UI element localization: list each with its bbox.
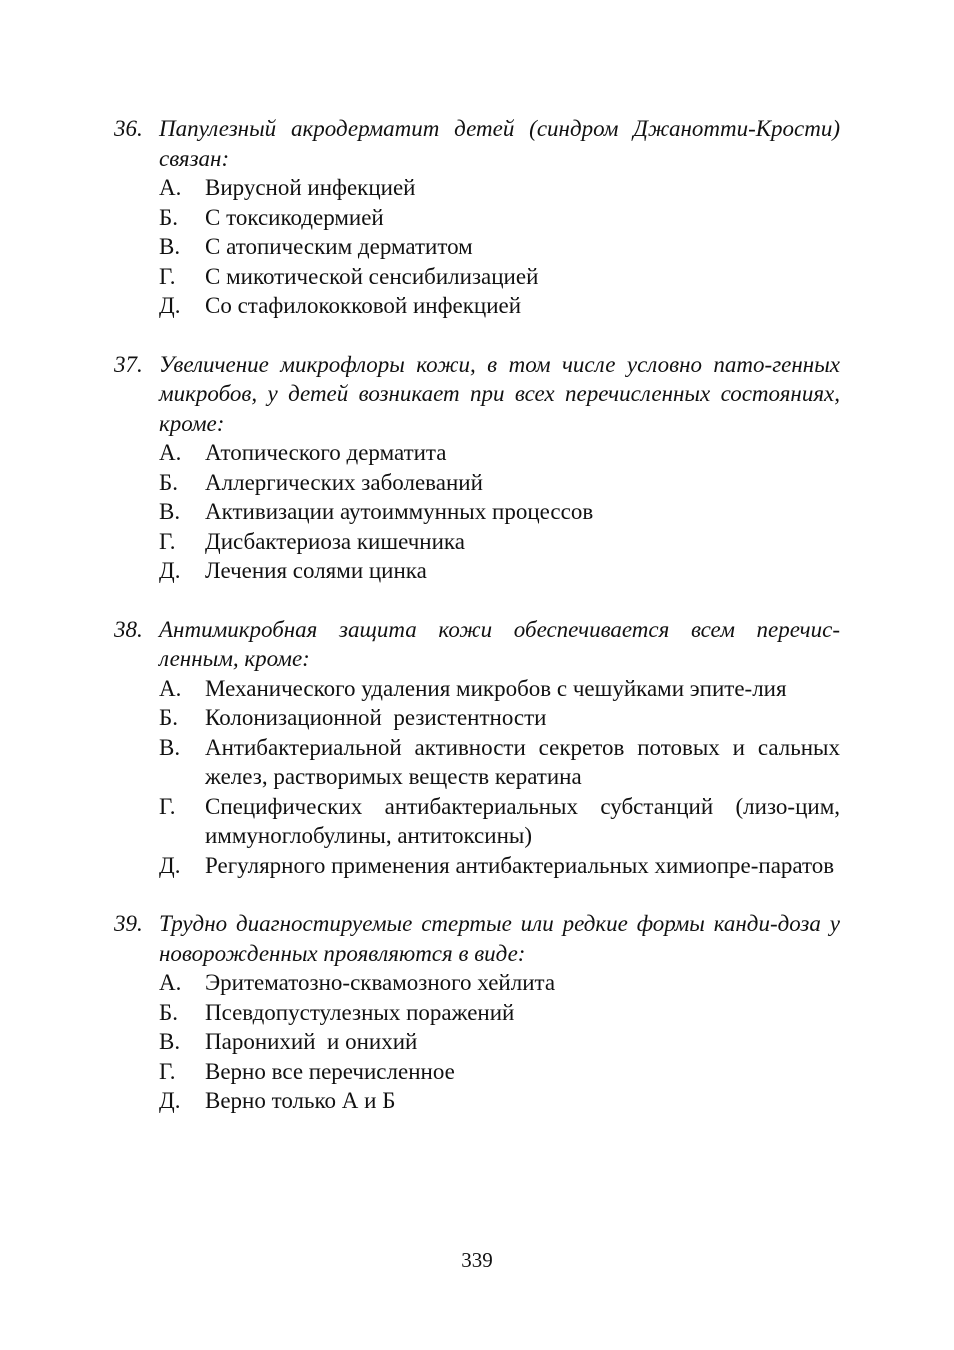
option-letter: А. [159,675,182,701]
answer-option-b [159,203,840,233]
answer-option-a [159,438,840,468]
option-letter: Г. [159,1058,176,1084]
option-text: Эритематозно-сквамозного хейлита [205,970,556,995]
option-text: Верно только А и Б [205,1088,396,1113]
option-text: Псевдопустулезных поражений [205,999,515,1025]
answer-options [114,173,840,321]
option-letter: Б. [159,705,178,730]
answer-options [114,438,840,586]
option-letter: Д. [159,558,181,583]
option-letter: Г. [159,793,176,819]
option-text: Колонизационной резистентности [205,705,547,730]
answer-option-v [159,733,840,792]
option-text: Со стафилококковой инфекцией [205,293,522,318]
answer-option-b [159,998,840,1028]
answer-option-v [159,497,840,527]
answer-option-d [159,1086,840,1116]
option-letter: А. [159,440,182,465]
option-letter: В. [159,499,181,524]
page-number: 339 [461,1248,493,1272]
answer-option-d [159,851,840,881]
question-header [114,114,840,173]
option-letter: Д. [159,852,181,878]
option-text: Дисбактериоза кишечника [205,528,465,554]
answer-option-a [159,968,840,998]
question-37 [114,350,840,586]
answer-option-v [159,232,840,262]
question-number: 36. [114,116,143,141]
option-letter: Б. [159,204,178,230]
question-39 [114,909,840,1116]
option-letter: Б. [159,999,178,1025]
option-text: Механического удаления микробов с чешуйками эпите-лия [205,675,787,701]
question-header [114,909,840,968]
option-text: Активизации аутоиммунных процессов [205,499,594,524]
option-text: Регулярного применения антибактериальных химиопре-паратов [205,852,835,878]
option-letter: Д. [159,1088,181,1113]
question-36 [114,114,840,321]
answer-option-a [159,674,840,704]
question-38 [114,615,840,881]
question-number: 39. [114,911,143,936]
option-letter: Г. [159,528,176,554]
question-header [114,615,840,674]
option-text: Паронихий и онихий [205,1029,418,1054]
answer-option-b [159,703,840,733]
option-letter: В. [159,734,181,760]
option-text: С токсикодермией [205,204,384,230]
answer-option-g [159,1057,840,1087]
answer-option-d [159,291,840,321]
option-letter: В. [159,1029,181,1054]
question-number: 37. [114,351,143,377]
question-text: Папулезный акродерматит детей (синдром Джанотти-Крости) связан: [159,116,840,171]
answer-option-g [159,262,840,292]
answer-option-a [159,173,840,203]
option-text: Атопического дерматита [205,440,447,465]
answer-option-b [159,468,840,498]
option-text: Верно все перечисленное [205,1058,455,1084]
page-content [114,114,840,1145]
answer-option-g [159,527,840,557]
question-text: Увеличение микрофлоры кожи, в том числе условно пато-генных микробов, у детей возникает при всех перечисленных состояниях, кроме: [159,351,840,436]
option-letter: В. [159,234,181,259]
question-text: Трудно диагностируемые стертые или редкие формы канди-доза у новорожденных проявляются в виде: [159,911,840,966]
option-letter: Б. [159,469,178,495]
option-text: С атопическим дерматитом [205,234,473,259]
option-text: С микотической сенсибилизацией [205,263,539,289]
answer-option-d [159,556,840,586]
option-letter: А. [159,970,182,995]
question-header [114,350,840,439]
answer-options [114,674,840,881]
option-text: Специфических антибактериальных субстанций (лизо-цим, иммуноглобулины, антитоксины) [205,793,840,848]
option-letter: Г. [159,263,176,289]
question-number: 38. [114,616,143,642]
answer-option-g [159,792,840,851]
answer-options [114,968,840,1116]
option-text: Лечения солями цинка [205,558,427,583]
option-letter: Д. [159,293,181,318]
option-text: Вирусной инфекцией [205,175,416,200]
question-text: Антимикробная защита кожи обеспечивается всем перечис-ленным, кроме: [159,616,840,671]
option-text: Антибактериальной активности секретов потовых и сальных желез, растворимых веществ кератина [205,734,840,789]
answer-option-v [159,1027,840,1057]
option-text: Аллергических заболеваний [205,469,483,495]
option-letter: А. [159,175,182,200]
